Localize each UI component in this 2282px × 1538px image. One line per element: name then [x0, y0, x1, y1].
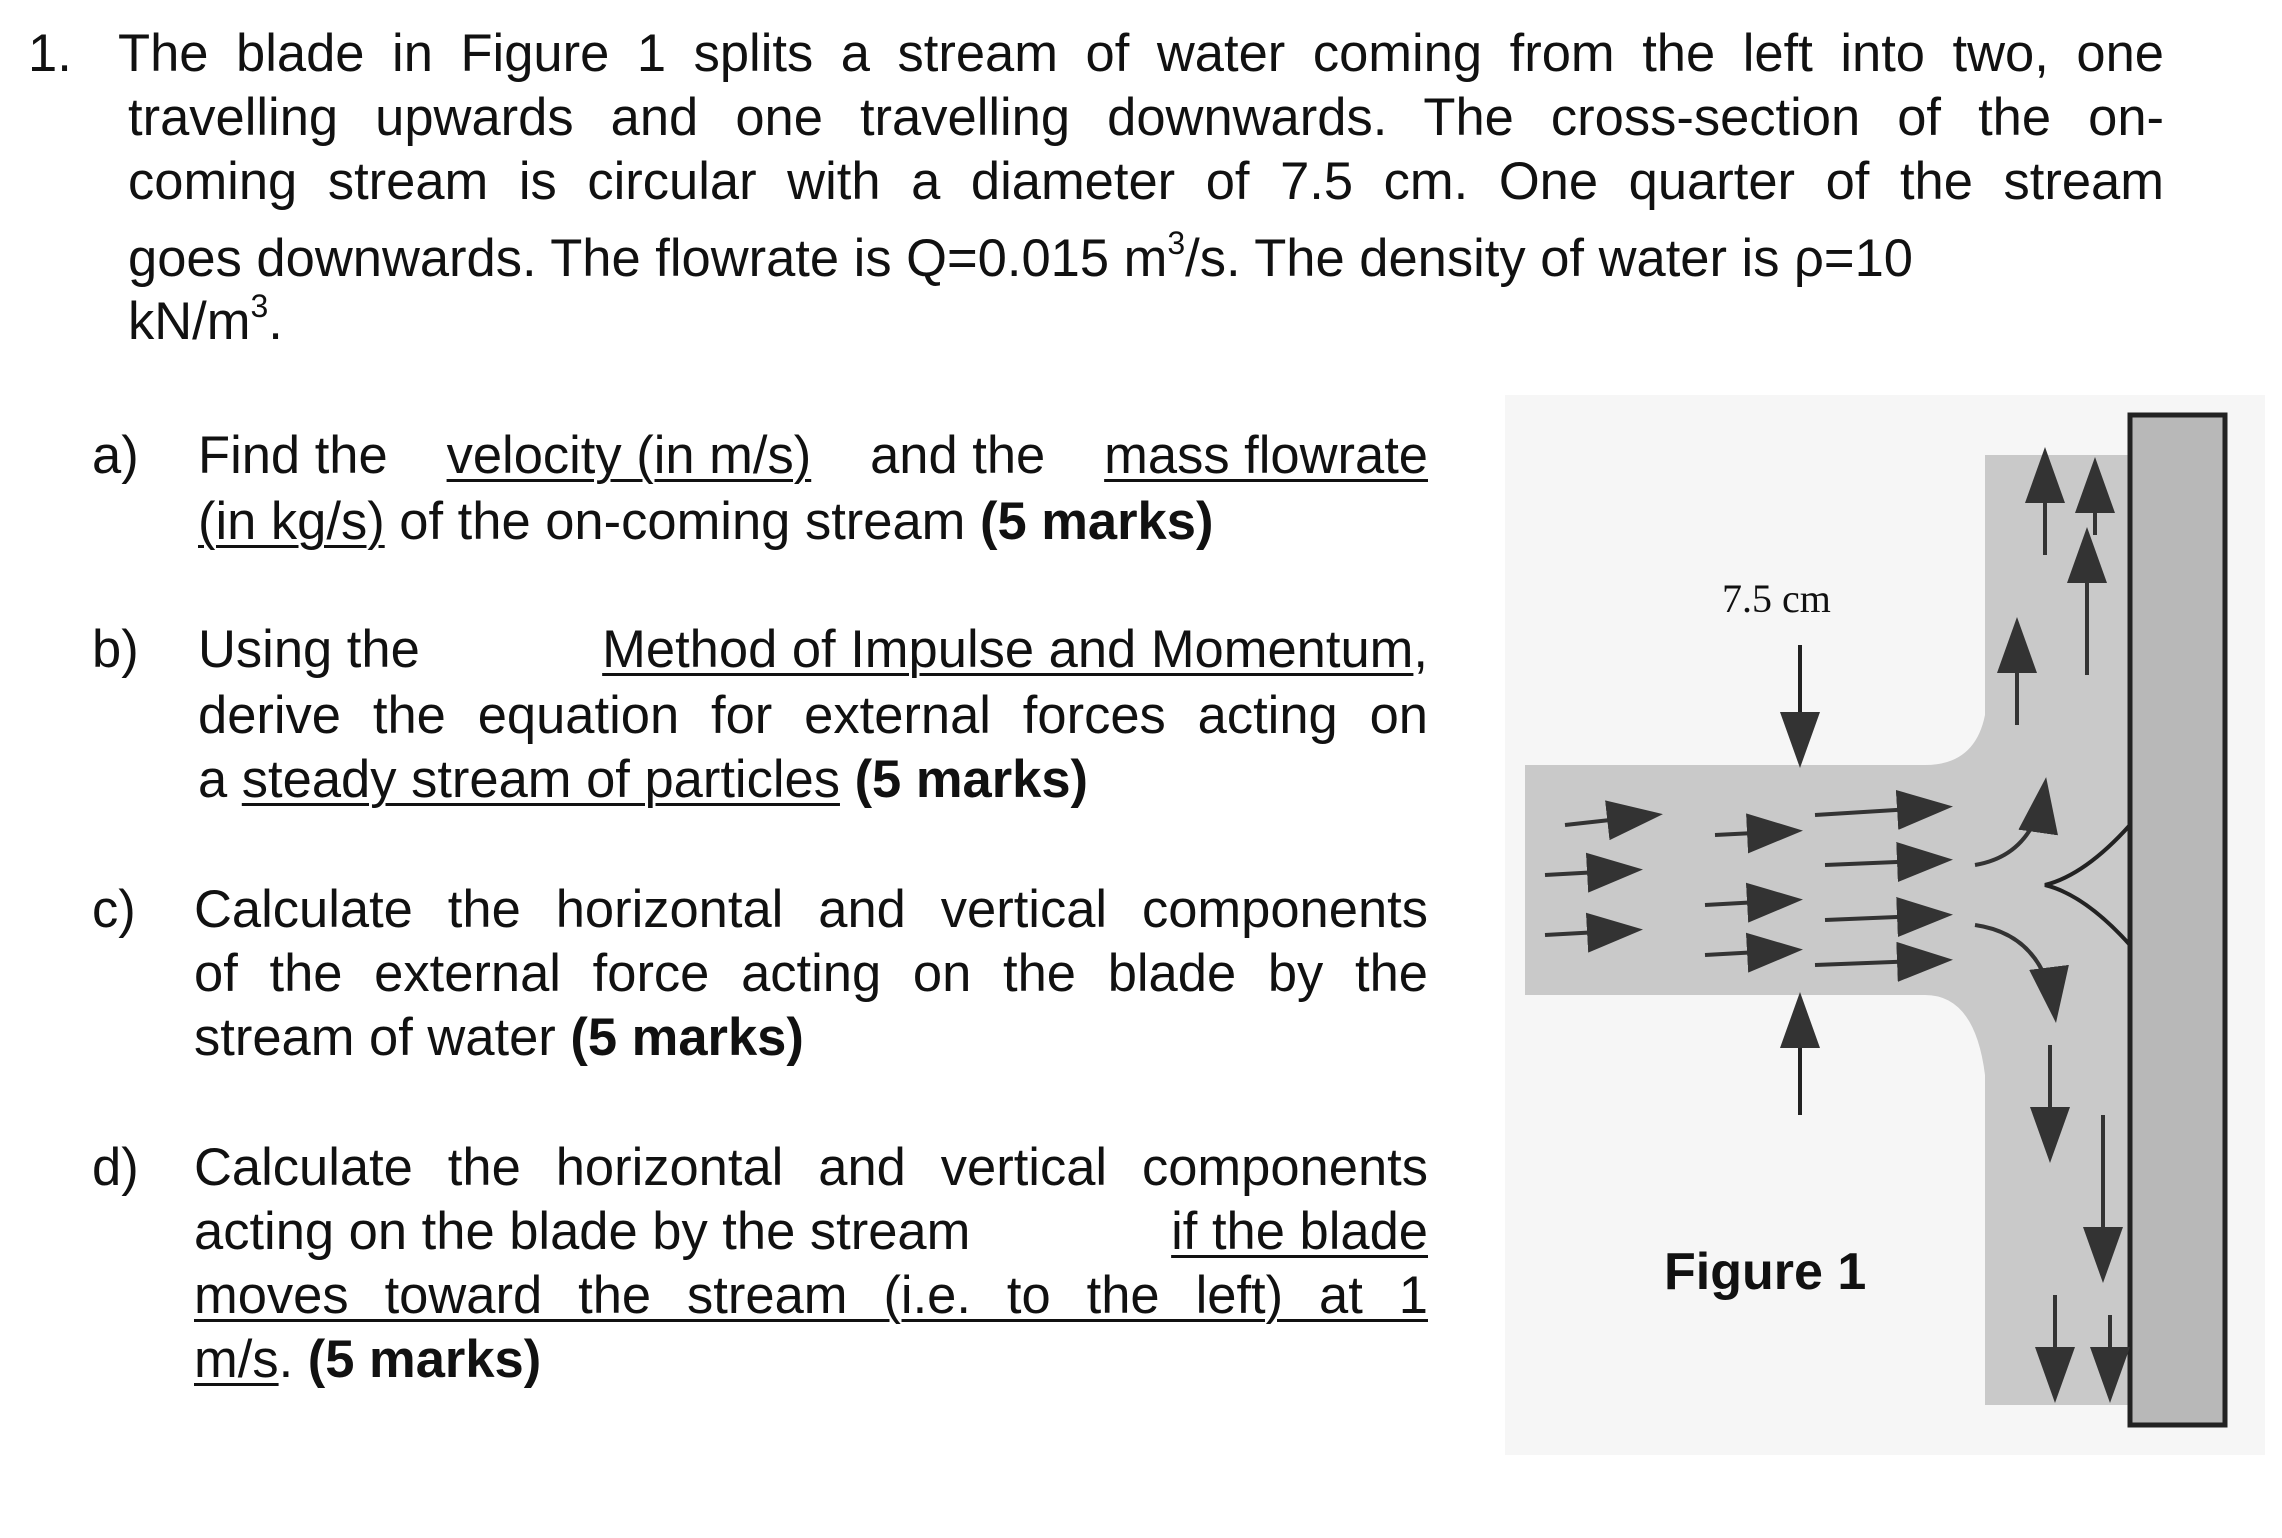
part-a-line-1: Find the velocity (in m/s) and the mass flowrate	[198, 424, 1428, 488]
underlined-ms: m/s	[194, 1330, 279, 1389]
part-d-line-4: m/s. (5 marks)	[194, 1330, 542, 1389]
underlined-steady-stream: steady stream of particles	[241, 750, 840, 809]
problem-number: 1.	[28, 24, 72, 83]
blade	[2130, 415, 2225, 1425]
intro-line-5: $kN/m^3$.	[128, 288, 283, 351]
part-c-marks: (5 marks)	[570, 1008, 804, 1067]
part-b-line-3: a steady stream of particles (5 marks)	[198, 750, 1089, 809]
part-a-marks: (5 marks)	[979, 492, 1214, 551]
superscript-3: 3	[1167, 225, 1186, 261]
underlined-units: (in kg/s)	[198, 492, 385, 551]
underlined-moves-toward: moves toward the stream (i.e. to the left) at 1	[194, 1266, 1428, 1325]
diameter-label: 7.5 cm	[1722, 576, 1831, 621]
intro-line-3: coming stream is circular with a diameter of 7.5 cm. One quarter of the stream	[128, 152, 2164, 211]
part-d-label: d)	[92, 1138, 139, 1197]
superscript-3b: 3	[250, 288, 269, 324]
part-d-line-3	[194, 1264, 1428, 1328]
part-d-line-2: acting on the blade by the stream if the blade	[194, 1200, 1428, 1264]
intro-line-1: The blade in Figure 1 splits a stream of water coming from the left into two, one	[118, 24, 2164, 83]
part-c-label: c)	[92, 880, 136, 939]
part-b-label: b)	[92, 620, 139, 679]
part-d-line-1: Calculate the horizontal and vertical components	[194, 1138, 1428, 1197]
part-c-line-2: of the external force acting on the blade by the	[194, 944, 1428, 1003]
part-b-line-1: Using the Method of Impulse and Momentum,	[198, 620, 1428, 679]
underlined-mass-flowrate: mass flowrate	[1104, 426, 1428, 485]
part-a-label: a)	[92, 426, 139, 485]
underlined-velocity: velocity (in m/s)	[446, 426, 812, 485]
figure-caption: Figure 1	[1664, 1243, 1867, 1301]
figure-1-diagram	[1505, 395, 2265, 1455]
intro-line-2: travelling upwards and one travelling downwards. The cross-section of the on-	[128, 88, 2164, 147]
part-c-line-1: Calculate the horizontal and vertical components	[194, 880, 1428, 939]
part-b-line-2: derive the equation for external forces acting on	[198, 686, 1428, 745]
part-c-line-3: stream of water (5 marks)	[194, 1008, 804, 1067]
part-d-marks: (5 marks)	[307, 1330, 542, 1389]
part-b-marks: (5 marks)	[854, 750, 1089, 809]
part-a-line-2: (in kg/s) of the on-coming stream (5 marks)	[198, 492, 1214, 551]
underlined-method: Method of Impulse and Momentum	[602, 620, 1414, 679]
intro-line-4	[128, 227, 2164, 291]
underlined-if-the-blade: if the blade	[1171, 1202, 1428, 1261]
intro-line-4-text: goes downwards. The flowrate is Q=0.015 $m^3/s$. The density of water is ρ=10	[128, 225, 1913, 288]
